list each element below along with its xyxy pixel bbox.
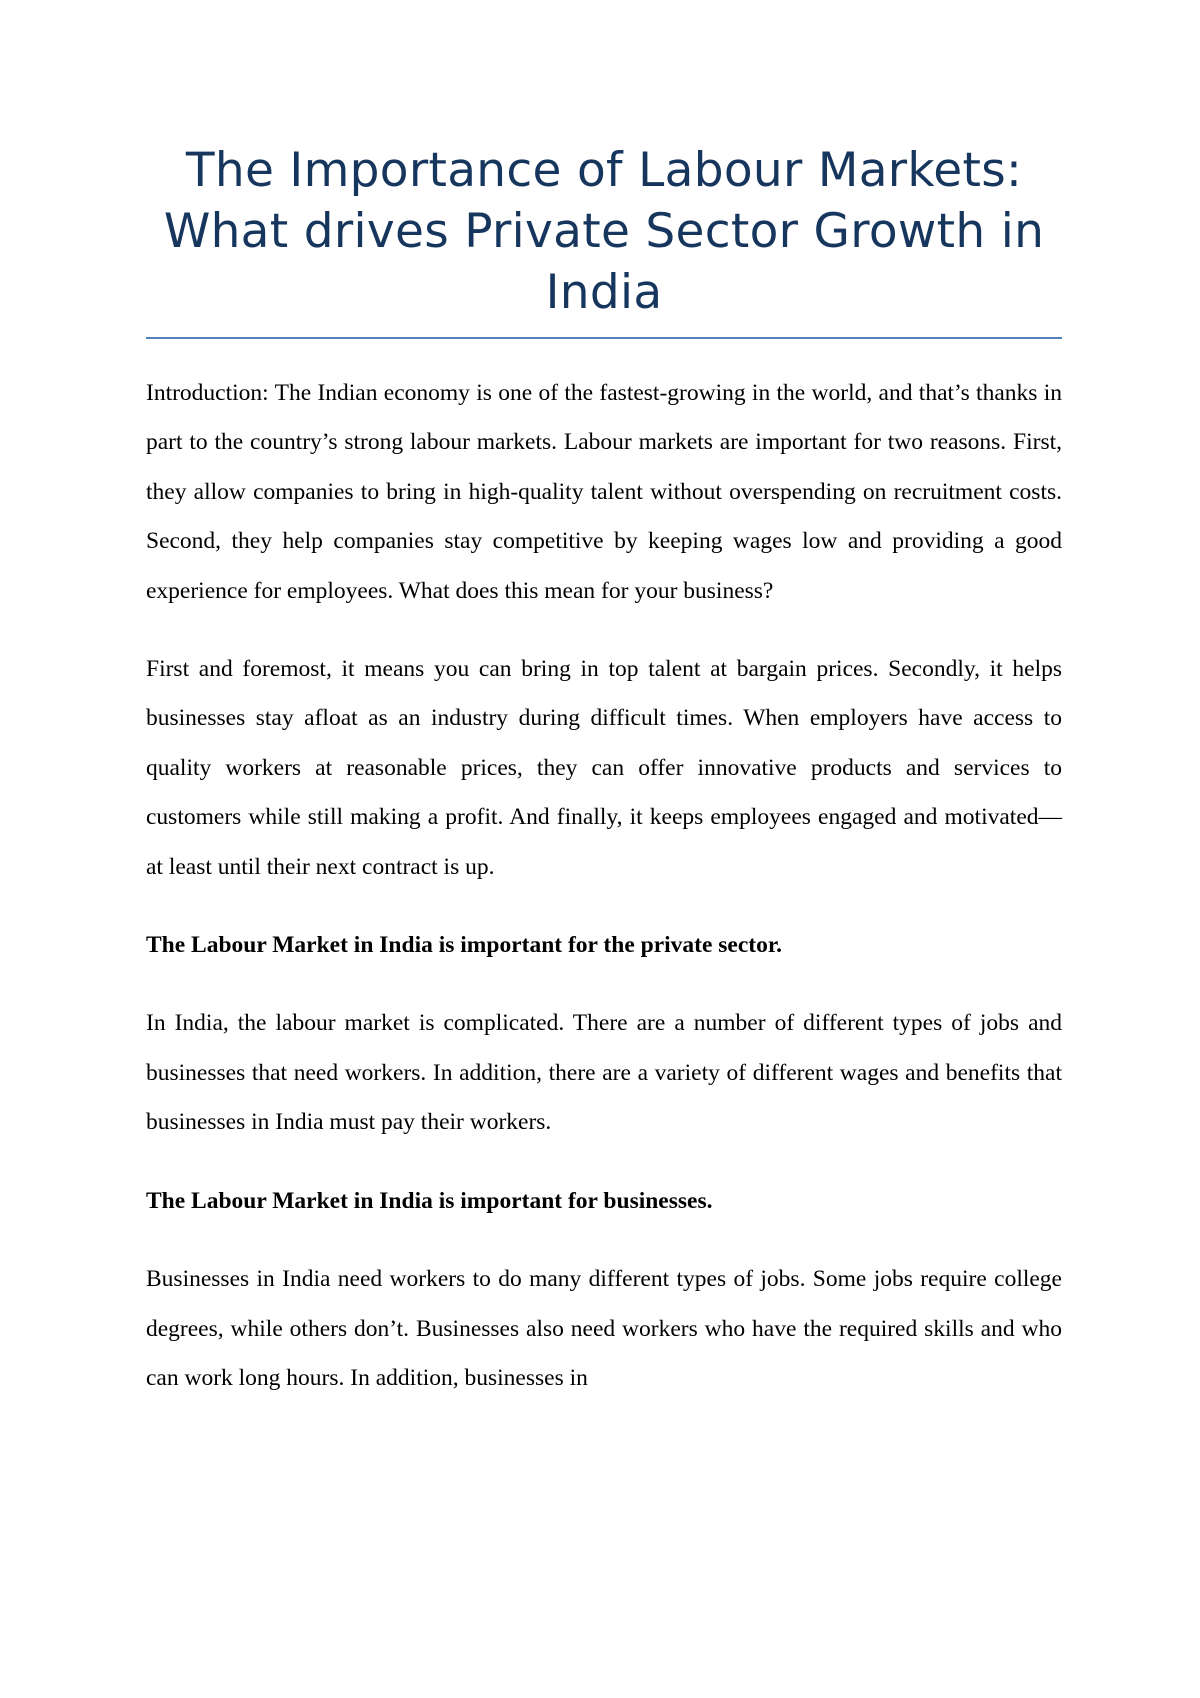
document-title: The Importance of Labour Markets: What drives Private Sector Growth in India bbox=[163, 143, 1045, 320]
businesses-paragraph: Businesses in India need workers to do many different types of jobs. Some jobs require college degrees, while others don’t. Businesses also need workers who have the required skills and who can work long hours. In addition, businesses in bbox=[146, 1266, 1062, 1391]
document-body bbox=[146, 140, 1062, 1403]
businesses-heading: The Labour Market in India is important for businesses. bbox=[146, 1187, 713, 1214]
intro-paragraph: Introduction: The Indian economy is one of the fastest-growing in the world, and that’s thanks in part to the country’s strong labour markets. Labour markets are important for two reasons. First, they allow companies to bring in high-quality talent without overspending on recruitment costs. Second, they help companies stay competitive by keeping wages low and providing a good experience for employees. What does this mean for your business? bbox=[146, 380, 1062, 604]
private-sector-paragraph: In India, the labour market is complicated. There are a number of different types of jobs and businesses that need workers. In addition, there are a variety of different wages and benefits that businesses in India must pay their workers. bbox=[146, 1010, 1062, 1136]
private-sector-heading: The Labour Market in India is important for the private sector. bbox=[146, 932, 783, 959]
benefits-paragraph: First and foremost, it means you can bring in top talent at bargain prices. Secondly, it helps businesses stay afloat as an industry during difficult times. When employers have access to quality workers at reasonable prices, they can offer innovative products and services to customers while still making a profit. And finally, it keeps employees engaged and motivated—at least until their next contract is up. bbox=[146, 656, 1062, 880]
title-underline-rule bbox=[146, 337, 1062, 339]
